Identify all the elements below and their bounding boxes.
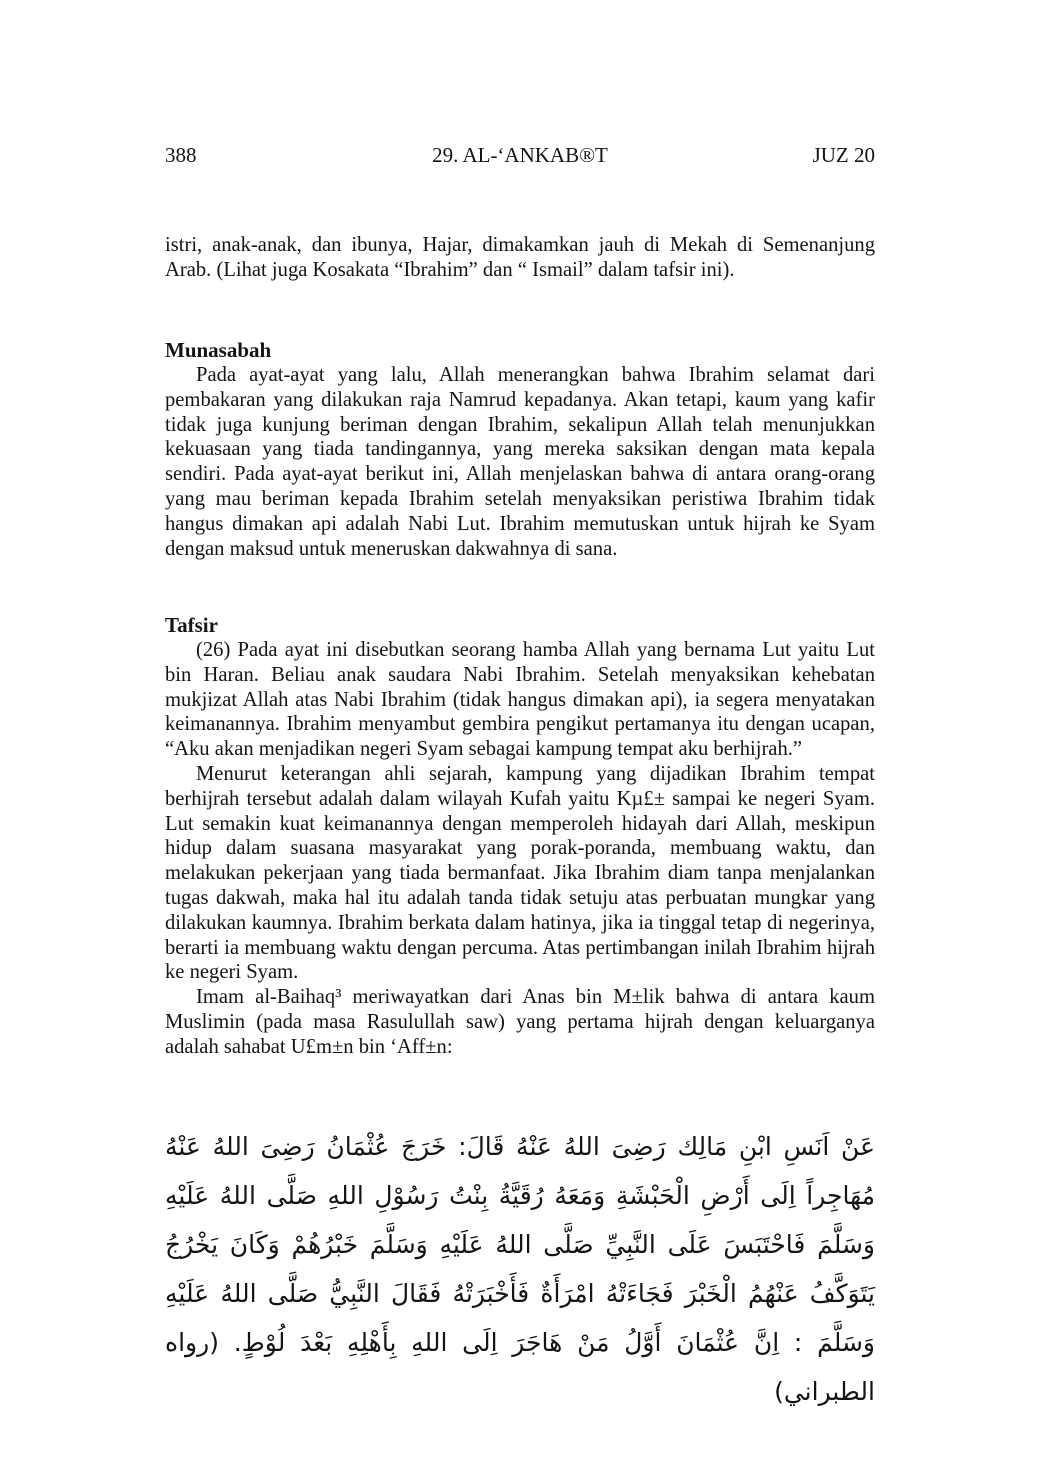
tafsir-paragraph: Menurut keterangan ahli sejarah, kampung yang dijadikan Ibrahim tempat berhijrah tersebut adalah dalam wilayah Kufah yaitu Kµ£± sampai ke negeri Syam. Lut semakin kuat keimanannya dengan memperoleh hidayah dari Allah, meskipun hidup dalam suasana masyarakat yang porak-poranda, membuang waktu, dan melakukan pekerjaan yang tiada bermanfaat. Jika Ibrahim diam tanpa menjalankan tugas dakwah, maka hal itu adalah tanda tidak setuju atas perbuatan mungkar yang dilakukan kaumnya. Ibrahim berkata dalam hatinya, jika ia tinggal tetap di negerinya, berarti ia membuang waktu dengan percuma. Atas pertimbangan inilah Ibrahim hijrah ke negeri Syam. [165, 762, 875, 984]
tafsir-paragraph: (26) Pada ayat ini disebutkan seorang hamba Allah yang bernama Lut yaitu Lut bin Haran. Beliau anak saudara Nabi Ibrahim. Setelah menyaksikan kehebatan mukjizat Allah atas Nabi Ibrahim (tidak hangus dimakan api), ia segera menyatakan keimanannya. Ibrahim menyambut gembira pengikut pertamanya itu dengan ucapan, “Aku akan menjadikan negeri Syam sebagai kampung tempat aku berhijrah.” [165, 639, 875, 761]
intro-paragraph: istri, anak-anak, dan ibunya, Hajar, dimakamkan jauh di Mekah di Semenanjung Arab. (Lihat juga Kosakata “Ibrahim” dan “ Ismail” dalam tafsir ini). [165, 234, 875, 281]
hadith-attribution: (رواه الطبراني) [165, 1328, 875, 1406]
page-header [165, 143, 875, 173]
hadith-arabic-text [165, 1122, 875, 1416]
munasabah-section [165, 337, 875, 561]
munasabah-heading: Munasabah [165, 338, 272, 362]
page-number: 388 [165, 143, 197, 167]
tafsir-heading: Tafsir [165, 613, 218, 637]
chapter-title: 29. AL-‘ANKAB®T [432, 143, 608, 167]
intro-section [165, 233, 875, 283]
tafsir-section [165, 612, 875, 1060]
tafsir-paragraph: Imam al-Baihaq³ meriwayatkan dari Anas bin M±lik bahwa di antara kaum Muslimin (pada masa Rasulullah saw) yang pertama hijrah dengan keluarganya adalah sahabat U£m±n bin ‘Aff±n: [165, 986, 875, 1058]
munasabah-paragraph: Pada ayat-ayat yang lalu, Allah menerangkan bahwa Ibrahim selamat dari pembakaran yang dilakukan raja Namrud kepadanya. Akan tetapi, kaum yang kafir tidak juga kunjung beriman dengan Ibrahim, sekalipun Allah telah menunjukkan kekuasaan yang tiada tandingannya, yang mereka saksikan dengan mata kepala sendiri. Pada ayat-ayat berikut ini, Allah menjelaskan bahwa di antara orang-orang yang mau beriman kepada Ibrahim setelah menyaksikan peristiwa Ibrahim tidak hangus dimakan api adalah Nabi Lut. Ibrahim memutuskan untuk hijrah ke Syam dengan maksud untuk meneruskan dakwahnya di sana. [165, 364, 875, 560]
hadith-text: عَنْ اَنَسِ ابْنِ مَالِك رَضِىَ اللهُ عَنْهُ قَالَ: خَرَجَ عُثْمَانُ رَضِىَ اللهُ عَنْهُ مُهَاجِراً اِلَى أَرْضِ الْحَبْشَةِ وَمَعَهُ رُقَيَّةُ بِنْتُ رَسُوْلِ اللهِ صَلَّى اللهُ عَلَيْهِ وَسَلَّمَ فَاحْتَبَسَ عَلَى النَّبِيِّ صَلَّى اللهُ عَلَيْهِ وَسَلَّمَ خَبْرُهُمْ وَكَانَ يَخْرُجُ يَتَوَكَّفُ عَنْهُمُ الْخَبْرَ فَجَاءَتْهُ امْرَأَةٌ فَأَخْبَرَتْهُ فَقَالَ النَّبِيُّ صَلَّى اللهُ عَلَيْهِ وَسَلَّمَ : اِنَّ عُثْمَانَ أَوَّلُ مَنْ هَاجَرَ اِلَى اللهِ بِأَهْلِهِ بَعْدَ لُوْطٍ. [165, 1132, 875, 1357]
juz-label: JUZ 20 [812, 143, 875, 167]
